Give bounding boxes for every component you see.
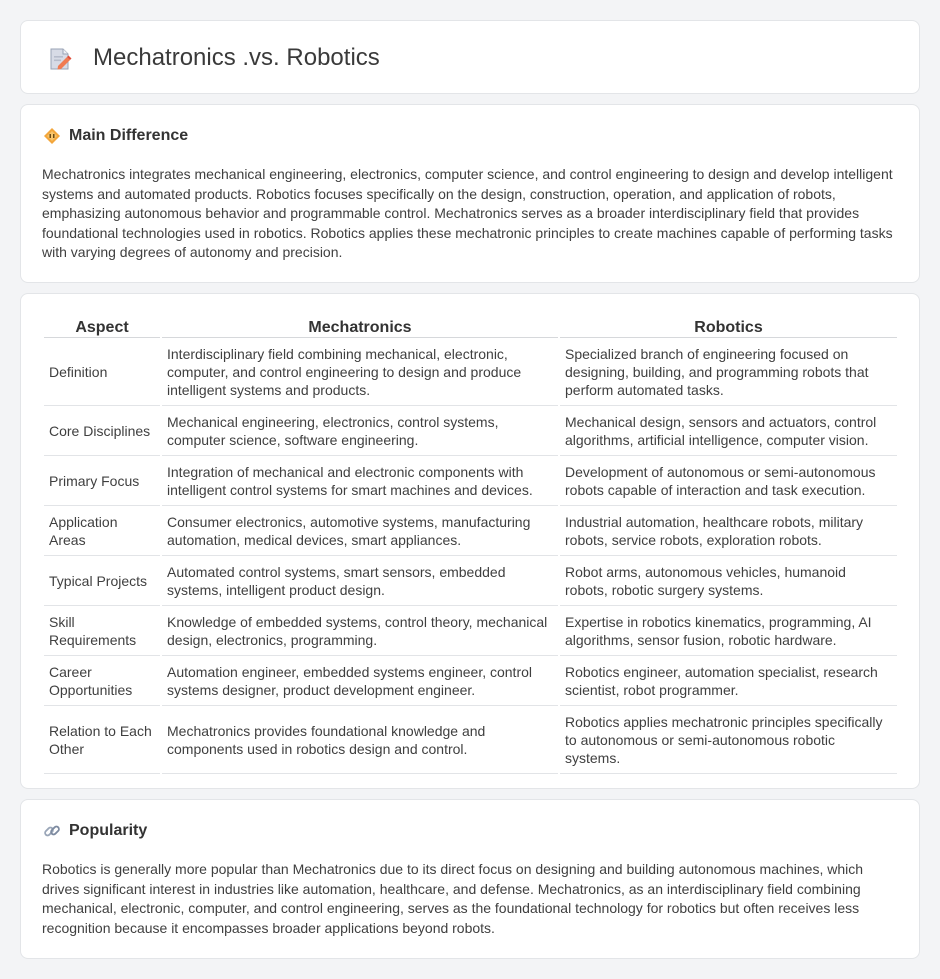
table-row xyxy=(44,606,897,656)
aspect-cell: Relation to Each Other xyxy=(44,706,160,774)
comparison-section xyxy=(20,293,920,789)
table-row xyxy=(44,706,897,774)
table-header-row xyxy=(44,314,897,338)
mechatronics-cell: Interdisciplinary field combining mechanical, electronic, computer, and control engineering to design and produce intelligent systems and products. xyxy=(162,338,558,406)
mechatronics-cell: Consumer electronics, automotive systems, manufacturing automation, medical devices, smart appliances. xyxy=(162,506,558,556)
table-row xyxy=(44,656,897,706)
main-difference-section xyxy=(20,104,920,283)
page-title: Mechatronics .vs. Robotics xyxy=(93,44,380,71)
popularity-text: Robotics is generally more popular than Mechatronics due to its direct focus on designing and building autonomous machines, which drives significant interest in industries like automation, healthcare, and defense. Mechatronics, as an interdisciplinary field combining mechanical, electronic, computer, and control engineering, serves as the foundational technology for robotics but often receives less recognition because it encompasses broader applications beyond robots. xyxy=(42,861,864,936)
section-title: Popularity xyxy=(69,822,148,839)
mechatronics-cell: Mechatronics provides foundational knowledge and components used in robotics design and control. xyxy=(162,706,558,774)
aspect-cell: Primary Focus xyxy=(44,456,160,506)
aspect-cell: Typical Projects xyxy=(44,556,160,606)
aspect-cell: Application Areas xyxy=(44,506,160,556)
document-pen-icon xyxy=(47,46,73,72)
aspect-cell: Core Disciplines xyxy=(44,406,160,456)
main-difference-text: Mechatronics integrates mechanical engineering, electronics, computer science, and control engineering to design and develop intelligent systems and automated products. Robotics focuses specifically on the design, construction, operation, and application of robots, emphasizing autonomous behavior and programmable control. Mechatronics serves as a broader interdisciplinary field that provides foundational technologies used in robotics. Robotics applies these mechatronic principles to create machines capable of performing tasks with varying degrees of autonomy and precision. xyxy=(42,166,893,260)
diamond-icon xyxy=(43,127,61,145)
mechatronics-cell: Integration of mechanical and electronic components with intelligent control systems for smart machines and devices. xyxy=(162,456,558,506)
popularity-heading xyxy=(43,822,147,840)
robotics-cell: Robotics engineer, automation specialist, research scientist, robot programmer. xyxy=(560,656,897,706)
main-difference-heading xyxy=(43,127,188,145)
aspect-cell: Definition xyxy=(44,338,160,406)
popularity-section xyxy=(20,799,920,959)
comparison-table xyxy=(42,314,899,774)
header-card xyxy=(20,20,920,94)
aspect-cell: Skill Requirements xyxy=(44,606,160,656)
robotics-cell: Expertise in robotics kinematics, programming, AI algorithms, sensor fusion, robotic hardware. xyxy=(560,606,897,656)
mechatronics-cell: Mechanical engineering, electronics, control systems, computer science, software engineering. xyxy=(162,406,558,456)
mechatronics-cell: Automation engineer, embedded systems engineer, control systems designer, product development engineer. xyxy=(162,656,558,706)
column-header-robotics: Robotics xyxy=(560,314,897,338)
robotics-cell: Mechanical design, sensors and actuators, control algorithms, artificial intelligence, computer vision. xyxy=(560,406,897,456)
table-row xyxy=(44,556,897,606)
table-row xyxy=(44,338,897,406)
aspect-cell: Career Opportunities xyxy=(44,656,160,706)
table-row xyxy=(44,506,897,556)
robotics-cell: Industrial automation, healthcare robots, military robots, service robots, exploration robots. xyxy=(560,506,897,556)
mechatronics-cell: Knowledge of embedded systems, control theory, mechanical design, electronics, programming. xyxy=(162,606,558,656)
column-header-mechatronics: Mechatronics xyxy=(162,314,558,338)
robotics-cell: Robot arms, autonomous vehicles, humanoid robots, robotic surgery systems. xyxy=(560,556,897,606)
table-row xyxy=(44,456,897,506)
table-row xyxy=(44,406,897,456)
mechatronics-cell: Automated control systems, smart sensors, embedded systems, intelligent product design. xyxy=(162,556,558,606)
column-header-aspect: Aspect xyxy=(44,314,160,338)
robotics-cell: Development of autonomous or semi-autonomous robots capable of interaction and task execution. xyxy=(560,456,897,506)
robotics-cell: Specialized branch of engineering focused on designing, building, and programming robots that perform automated tasks. xyxy=(560,338,897,406)
robotics-cell: Robotics applies mechatronic principles specifically to autonomous or semi-autonomous robotic systems. xyxy=(560,706,897,774)
link-icon xyxy=(43,822,61,840)
section-title: Main Difference xyxy=(69,127,189,144)
